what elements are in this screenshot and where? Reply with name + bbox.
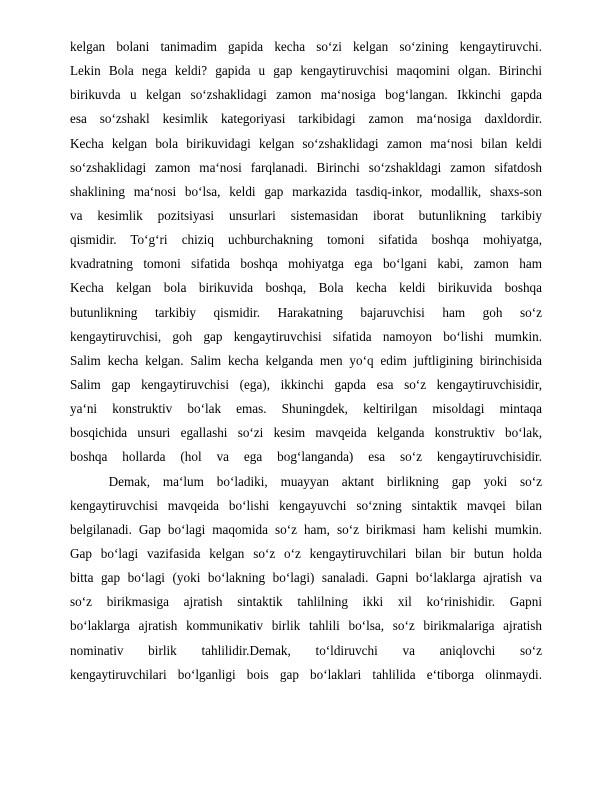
text-line: belgilanadi. Gap bo‘lagi maqomida so‘z ham, so‘z birikmasi ham kelishi mumkin. <box>70 521 542 537</box>
text-line: so‘zshaklidagi zamon ma‘nosi farqlanadi. Birinchi so‘zshakldagi zamon sifatdosh <box>70 159 542 175</box>
text-line: Kecha kelgan bola birikuvidagi kelgan so‘zshaklidagi zamon ma‘nosi bilan keldi <box>70 135 542 151</box>
text-line: butunlikning tarkibiy qismidir. Harakatning bajaruvchisi ham goh so‘z <box>70 304 542 320</box>
text-line: nominativ birlik tahlilidir.Demak, to‘ldiruvchi va aniqlovchi so‘z <box>70 642 542 658</box>
text-line: Demak, ma‘lum bo‘ladiki, muayyan aktant birlikning gap yoki so‘z <box>70 473 542 489</box>
text-line: boshqa hollarda (hol va ega bog‘langanda) esa so‘z kengaytiruvchisidir. <box>70 449 542 465</box>
text-line: so‘z birikmasiga ajratish sintaktik tahlilning ikki xil ko‘rinishidir. Gapni <box>70 594 542 610</box>
text-line: Kecha kelgan bola birikuvida boshqa, Bola kecha keldi birikuvida boshqa <box>70 280 542 296</box>
text-line: bosqichida unsuri egallashi so‘zi kesim mavqeida kelganda konstruktiv bo‘lak, <box>70 425 542 441</box>
text-line: Salim kecha kelgan. Salim kecha kelganda men yo‘q edim juftligining birinchisida <box>70 352 542 368</box>
text-line: Salim gap kengaytiruvchisi (ega), ikkinchi gapda esa so‘z kengaytiruvchisidir, <box>70 376 542 392</box>
text-line: kvadratning tomoni sifatida boshqa mohiyatga ega bo‘lgani kabi, zamon ham <box>70 256 542 272</box>
text-line: birikuvda u kelgan so‘zshaklidagi zamon ma‘nosiga bog‘langan. Ikkinchi gapda <box>70 87 542 103</box>
text-line: Lekin Bola nega keldi? gapida u gap kengaytiruvchisi maqomini olgan. Birinchi <box>70 63 542 79</box>
text-line: kengaytiruvchisi mavqeida bo‘lishi kengayuvchi so‘zning sintaktik mavqei bilan <box>70 497 542 513</box>
text-line: va kesimlik pozitsiyasi unsurlari sistemasidan iborat butunlikning tarkibiy <box>70 207 542 223</box>
text-line: shaklining ma‘nosi bo‘lsa, keldi gap markazida tasdiq-inkor, modallik, shaxs-son <box>70 183 542 199</box>
text-line: kengaytiruvchisi, goh gap kengaytiruvchisi sifatida namoyon bo‘lishi mumkin. <box>70 328 542 344</box>
text-line: kengaytiruvchilari bo‘lganligi bois gap bo‘laklari tahlilida e‘tiborga olinmaydi. <box>70 666 542 682</box>
text-line: qismidir. To‘g‘ri chiziq uchburchakning tomoni sifatida boshqa mohiyatga, <box>70 232 542 248</box>
text-line: esa so‘zshakl kesimlik kategoriyasi tarkibidagi zamon ma‘nosiga daxldordir. <box>70 111 542 127</box>
text-line: bo‘laklarga ajratish kommunikativ birlik tahlili bo‘lsa, so‘z birikmalariga ajratish <box>70 618 542 634</box>
text-line: kelgan bolani tanimadim gapida kecha so‘zi kelgan so‘zining kengaytiruvchi. <box>70 39 542 54</box>
text-line: ya‘ni konstruktiv bo‘lak emas. Shuningdek, keltirilgan misoldagi mintaqa <box>70 401 542 417</box>
text-line: Gap bo‘lagi vazifasida kelgan so‘z o‘z kengaytiruvchilari bilan bir butun holda <box>70 545 542 561</box>
text-line: bitta gap bo‘lagi (yoki bo‘lakning bo‘lagi) sanaladi. Gapni bo‘laklarga ajratish va <box>70 570 542 586</box>
document-body <box>70 35 542 687</box>
